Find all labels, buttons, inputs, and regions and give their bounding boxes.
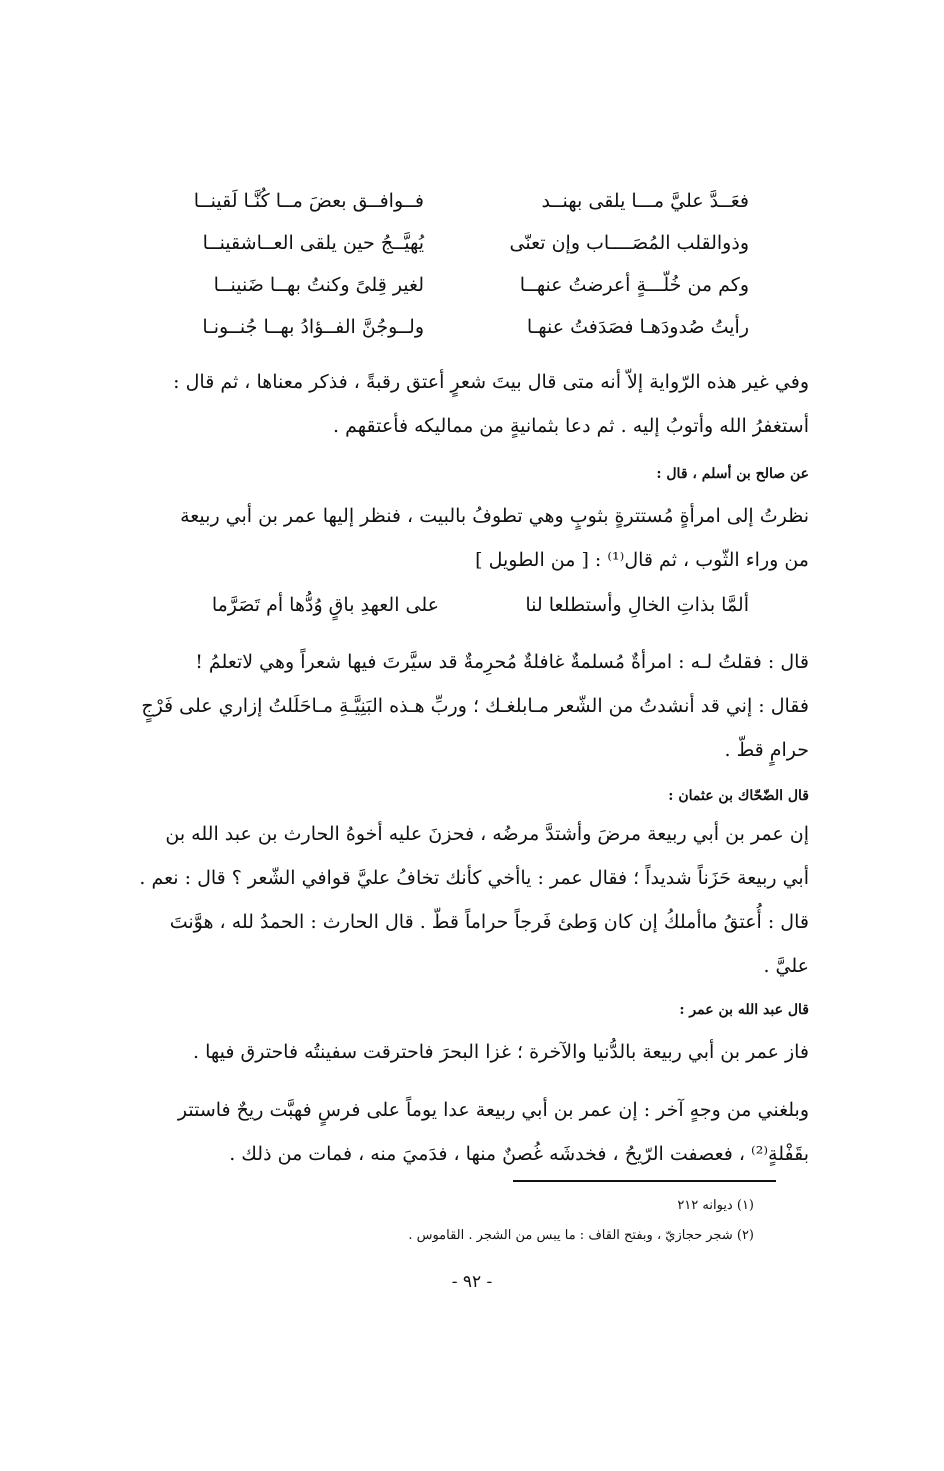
paragraph-line: أستغفرُ الله وأتوبُ إليه . ثم دعا بثمانيةٍ من مماليكه فأعتقهم .: [333, 415, 809, 437]
verse-2-second-hemistich: يُهيَّــجُ حين يلقى العــاشقينــا: [202, 232, 424, 254]
section-heading-dahhak: قال الضّحّاك بن عثمان :: [668, 788, 809, 804]
paragraph-after-verses: [129, 360, 809, 448]
verse-4-first-hemistich: رأيتُ صُدودَهـا فصَدَفتُ عنهـا: [526, 316, 749, 338]
footnote-1: (١) ديوانه ٢١٢: [677, 1198, 754, 1213]
section-heading-salih: عن صالح بن أسلم ، قال :: [656, 466, 809, 482]
footnote-separator: [513, 1180, 776, 1182]
verse-3-first-hemistich: وكم من خُلّـــةٍ أعرضتُ عنهــا: [519, 274, 749, 296]
verse-2-first-hemistich: وذوالقلب المُصَــــاب وإن تعنّى: [509, 232, 749, 254]
paragraph-abdallah: [129, 1030, 809, 1074]
verse-1-second-hemistich: فــوافــق بعضَ مــا كُنَّـا لَقينــا: [193, 190, 424, 212]
paragraph-wajh-akhar: [129, 1088, 809, 1176]
verse-3-second-hemistich: لغير قِلىً وكنتُ بهــا ضَنينــا: [213, 274, 424, 296]
paragraph-line: بقَفْلةٍ⁽²⁾ ، فعصفت الرّيحُ ، فخدشَه غُصنٌ منها ، فدَميَ منه ، فمات من ذلك .: [229, 1143, 809, 1165]
paragraph-line: فقال : إني قد أنشدتُ من الشّعر مـابلغـك ؛ وربِّ هـذه البَنِيَّـةِ مـاحَلَلتُ إزاري على فَرْجٍ: [141, 695, 809, 717]
verse-5-first-hemistich: ألمَّا بذاتِ الخالِ وأستطلعا لنا: [525, 594, 749, 616]
paragraph-line: حرامٍ قطّ .: [724, 739, 809, 761]
paragraph-line: أبي ربيعة حَزَناً شديداً ؛ فقال عمر : ياأخي كأنك تخافُ عليَّ قوافي الشّعر ؟ قال : نعم .: [139, 867, 809, 889]
paragraph-line: نظرتُ إلى امرأةٍ مُستترةٍ بثوبٍ وهي تطوفُ بالبيت ، فنظر إليها عمر بن أبي ربيعة: [180, 505, 809, 527]
verse-1-first-hemistich: فعَــدَّ عليَّ مـــا يلقى بهنــد: [541, 190, 749, 212]
footnote-2: (٢) شجر حجازيّ ، وبفتح القاف : ما يبس من الشجر . القاموس .: [408, 1228, 754, 1243]
paragraph-line: عليَّ .: [763, 955, 809, 977]
verse-4-second-hemistich: ولــوجُنَّ الفــؤادُ بهــا جُنــونـا: [202, 316, 424, 338]
paragraph-line: قال : أُعتقُ ماأملكُ إن كان وَطئ فَرجاً حراماً قطّ . قال الحارث : الحمدُ لله ، هوَّنتَ: [169, 911, 809, 933]
paragraph-qala: [129, 640, 809, 772]
paragraph-line: إن عمر بن أبي ربيعة مرضَ وأشتدَّ مرضُه ، فحزنَ عليه أخوهُ الحارث بن عبد الله بن: [165, 823, 809, 845]
section-heading-abdallah: قال عبد الله بن عمر :: [679, 1002, 809, 1018]
paragraph-salih: [129, 494, 809, 582]
paragraph-line: وبلغني من وجهٍ آخر : إن عمر بن أبي ربيعة عدا يوماً على فرسٍ فهبَّت ريحٌ فاستتر: [177, 1099, 809, 1121]
page-number: - ٩٢ -: [451, 1272, 493, 1292]
paragraph-line: وفي غير هذه الرّواية إلاّ أنه متى قال بيتَ شعرٍ أعتق رقبةً ، فذكر معناها ، ثم قال :: [173, 371, 809, 393]
paragraph-line: فاز عمر بن أبي ربيعة بالدُّنيا والآخرة ؛ غزا البحرَ فاحترقت سفينتُه فاحترق فيها .: [193, 1041, 809, 1063]
paragraph-line: من وراء الثّوب ، ثم قال⁽¹⁾ : [ من الطويل ]: [475, 549, 809, 571]
paragraph-line: قال : فقلتُ لـه : امرأةٌ مُسلمةٌ غافلةٌ مُحرِمةٌ قد سيَّرتَ فيها شعراً وهي لاتعلمُ !: [195, 651, 809, 673]
paragraph-dahhak: [129, 812, 809, 988]
verse-5-second-hemistich: على العهدِ باقٍ وُدُّها أم تَصَرَّما: [211, 594, 439, 616]
